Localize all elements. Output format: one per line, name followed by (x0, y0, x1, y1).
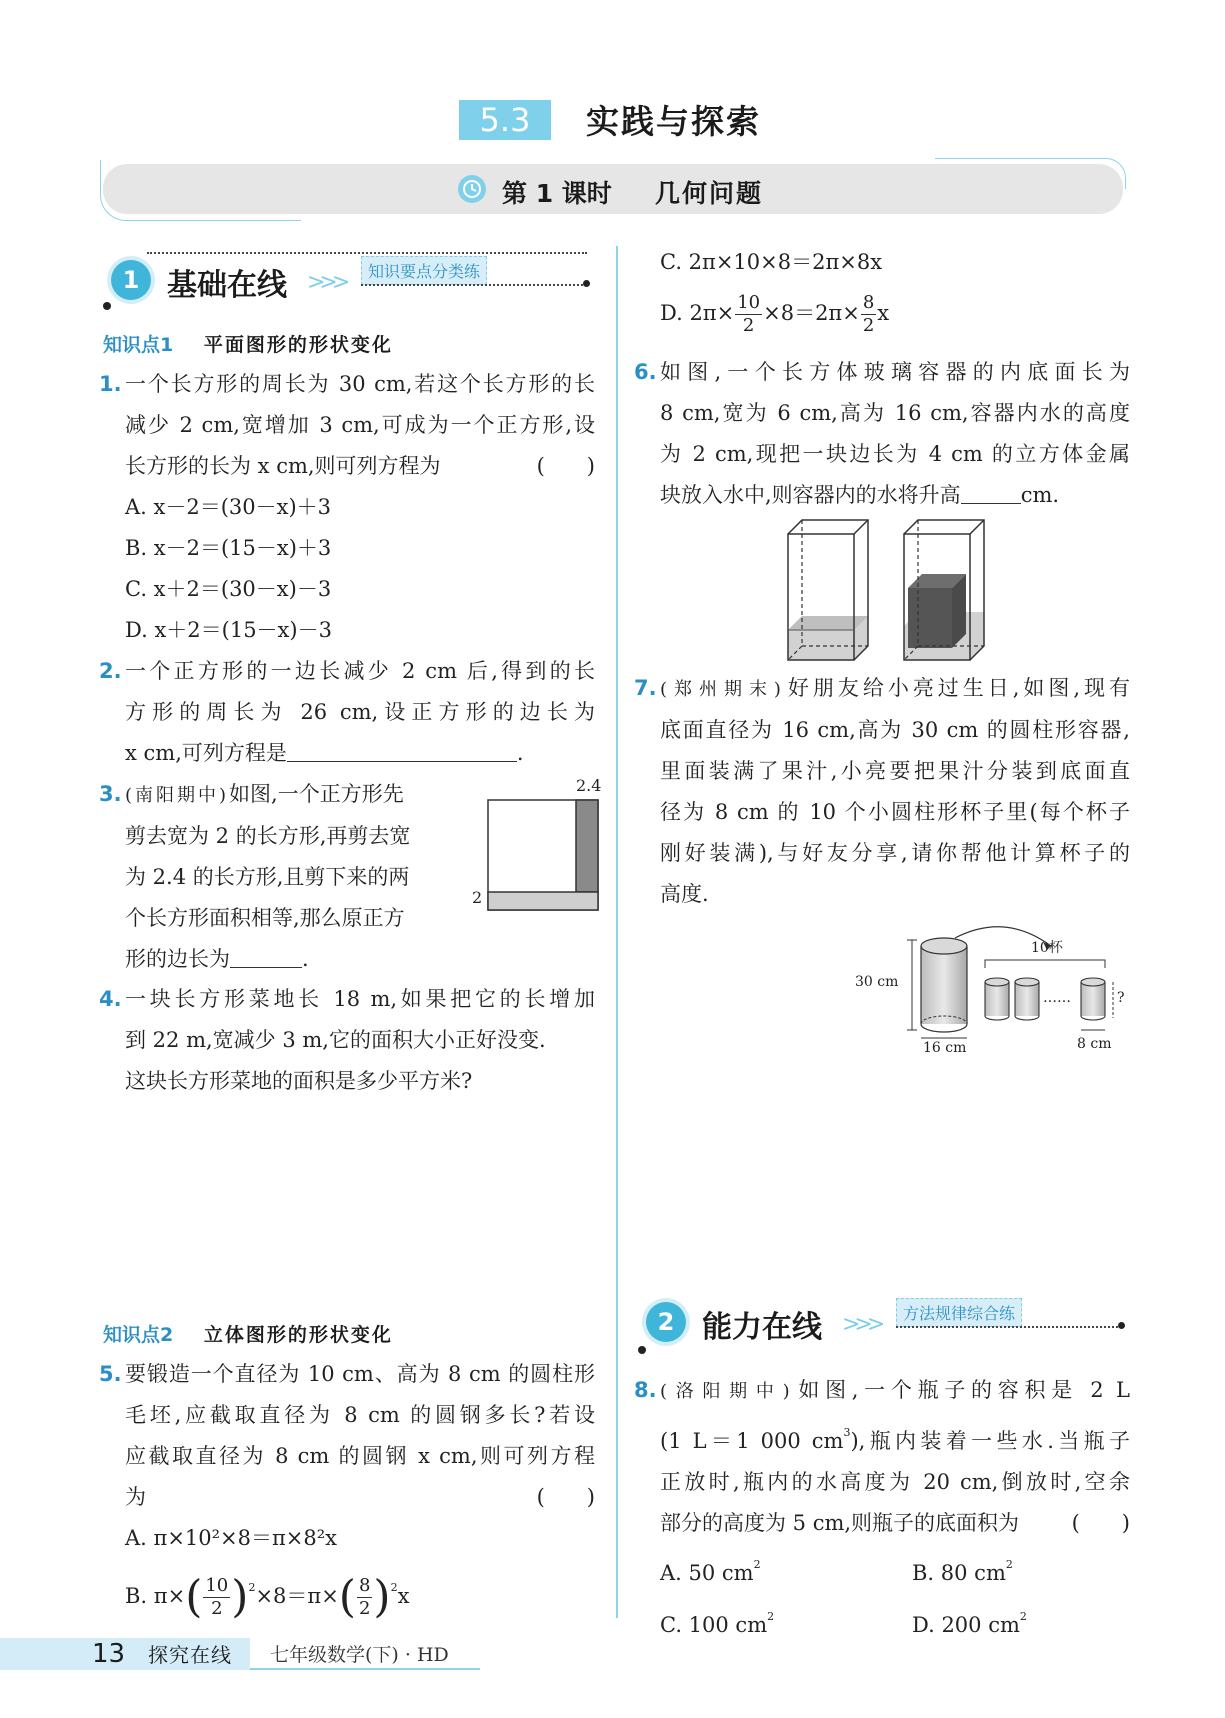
question-text: 为 2 cm,现把一块边长为 4 cm 的立方体金属 (660, 442, 1130, 466)
section-number-badge (459, 100, 551, 140)
question-6: 6. 如图,一个长方体玻璃容器的内底面长为 8 cm,宽为 6 cm,高为 16 cm,容器内水的高度 为 2 cm,现把一块边长为 4 cm 的立方体金属 块放入水中,则容器内的水将升高 cm. (660, 352, 1130, 516)
question-text: 8 cm,宽为 6 cm,高为 16 cm,容器内水的高度 (660, 401, 1130, 425)
banner-line-right (935, 158, 1126, 189)
section-ability-title: 能力在线 (702, 1310, 822, 1345)
question-text: 底面直径为 16 cm,高为 30 cm 的圆柱形容器, (660, 718, 1130, 742)
section-basic-number: 1 (111, 260, 151, 300)
question-number: 7. (634, 676, 657, 700)
question-source: (洛阳期中) (660, 1381, 793, 1402)
question-text: 剪去宽为 2 的长方形,再剪去宽 (125, 824, 411, 848)
question-number: 2. (99, 659, 122, 683)
question-text: 个长方形面积相等,那么原正方 (125, 906, 405, 930)
footer-book: 七年级数学(下) · HD (270, 1644, 449, 1666)
question-number: 3. (99, 782, 122, 806)
answer-paren: ( ) (536, 454, 595, 478)
section-number: 5.3 (479, 101, 531, 139)
answer-paren: ( ) (536, 1485, 595, 1509)
option-c: C. 2π×10×8＝2π×8x (660, 250, 883, 274)
option-d: D. 200 $cm^2$ (912, 1610, 1027, 1637)
answer-paren: ( ) (1071, 1511, 1130, 1535)
dotted-rule (896, 1326, 1118, 1328)
option-b: B. x－2＝(15－x)＋3 (125, 536, 332, 560)
answer-blank[interactable] (230, 947, 302, 968)
figure-label: 16 cm (923, 1040, 967, 1056)
question-1 (99, 364, 595, 651)
figure-label: …… (1043, 990, 1071, 1006)
question-source: (南阳期中) (125, 785, 230, 806)
option-b: B. 80 $cm^2$ (912, 1558, 1013, 1585)
question-3: 3. (南阳期中)如图,一个正方形先 剪去宽为 2 的长方形,再剪去宽 为 2.4 的长方形,且剪下来的两 个长方形面积相等,那么原正方 形的边长为 . (125, 774, 465, 980)
question-text: 如图,一个正方形先 (229, 782, 404, 806)
question-text: 如图,一个长方体玻璃容器的内底面长为 (660, 360, 1130, 384)
question-text: (1 L＝1 000 $cm^3$),瓶内装着一些水.当瓶子 (660, 1426, 1130, 1453)
section-basic-title: 基础在线 (167, 268, 287, 303)
question-number: 8. (634, 1378, 657, 1402)
option-c: C. x＋2＝(30－x)－3 (125, 577, 332, 601)
figure-label: 8 cm (1077, 1036, 1112, 1052)
question-text: 为 (125, 1485, 146, 1509)
question-text: 里面装满了果汁,小亮要把果汁分装到底面直 (660, 759, 1130, 783)
question-8 (634, 1370, 1130, 1646)
square-cut-figure (468, 776, 604, 912)
lesson-label: 第 1 课时 (502, 179, 612, 208)
figure-label: 30 cm (855, 974, 899, 990)
kp2-title: 立体图形的形状变化 (203, 1324, 393, 1346)
question-4 (99, 979, 595, 1102)
fraction: $\frac{10}{2}$ (205, 1575, 229, 1619)
fraction: $\frac{8}{2}$ (358, 1575, 371, 1619)
question-5 (99, 1354, 595, 1623)
option-a: A. π×10²×8＝π×8²x (125, 1526, 338, 1550)
page-number: 13 (92, 1639, 126, 1669)
column-divider (616, 246, 618, 1618)
question-text: 正放时,瓶内的水高度为 20 cm,倒放时,空余 (660, 1470, 1130, 1494)
option-d: D. 2π× $\frac{10}{2}$ ×8＝2π× $\frac{8}{2}$ x (660, 292, 890, 336)
knowledge-point-1 (103, 330, 393, 357)
option-a: A. x－2＝(30－x)＋3 (125, 495, 332, 519)
question-2: 2. 一个正方形的一边长减少 2 cm 后,得到的长 方形的周长为 26 cm,设正方形的边长为 x cm,可列方程是 . (125, 651, 595, 774)
figure-label: 2.4 (576, 776, 602, 795)
option-a: A. 50 $cm^2$ (660, 1558, 761, 1585)
question-text: 要锻造一个直径为 10 cm、高为 8 cm 的圆柱形 (125, 1362, 595, 1386)
juice-cylinder-figure (855, 920, 1135, 1060)
question-text: 一个长方形的周长为 30 cm,若这个长方形的长 (125, 372, 595, 396)
question-text: 方形的周长为 26 cm,设正方形的边长为 (125, 700, 595, 724)
question-text: 块放入水中,则容器内的水将升高 (660, 483, 961, 507)
question-text: 刚好装满),与好友分享,请你帮他计算杯子的 (660, 841, 1130, 865)
dotted-rule (361, 284, 583, 286)
section-ability-badge: 方法规律综合练 (896, 1298, 1022, 1327)
question-text: 一个正方形的一边长减少 2 cm 后,得到的长 (125, 659, 595, 683)
banner-line-left (100, 160, 301, 221)
question-text: 长方形的长为 x cm,则可列方程为 (125, 454, 441, 478)
kp1-title: 平面图形的形状变化 (203, 334, 393, 356)
footer-brand: 探究在线 (148, 1643, 232, 1667)
section-basic-badge: 知识要点分类练 (361, 256, 487, 285)
question-text: 这块长方形菜地的面积是多少平方米? (125, 1069, 473, 1093)
option-c: C. 100 $cm^2$ (660, 1610, 775, 1637)
lesson-title: 几何问题 (655, 179, 764, 208)
question-text: 径为 8 cm 的 10 个小圆柱形杯子里(每个杯子 (660, 800, 1130, 824)
question-text: x cm,可列方程是 (125, 741, 287, 765)
kp1-label: 知识点1 (103, 334, 174, 356)
kp2-label: 知识点2 (103, 1324, 174, 1346)
question-text: 应截取直径为 8 cm 的圆钢 x cm,则可列方程 (125, 1444, 595, 1468)
section-title: 实践与探索 (586, 102, 761, 141)
question-source: (郑州期末) (660, 679, 784, 700)
question-text: 一块长方形菜地长 18 m,如果把它的长增加 (125, 987, 595, 1011)
question-text: 为 2.4 的长方形,且剪下来的两 (125, 865, 410, 889)
answer-blank[interactable] (287, 741, 517, 762)
fraction: $\frac{8}{2}$ (862, 292, 875, 336)
question-text: 如图,一个瓶子的容积是 2 L (792, 1378, 1130, 1402)
figure-label: 10杯 (1031, 940, 1063, 956)
question-text: 到 22 m,宽减少 3 m,它的面积大小正好没变. (125, 1028, 546, 1052)
question-text: 部分的高度为 5 cm,则瓶子的底面积为 (660, 1511, 1020, 1535)
question-number: 5. (99, 1362, 122, 1386)
question-text: 毛坯,应截取直径为 8 cm 的圆钢多长?若设 (125, 1403, 595, 1427)
section-basic-header (103, 252, 593, 312)
fraction: $\frac{10}{2}$ (737, 292, 761, 336)
section-ability-number: 2 (646, 1302, 686, 1342)
option-b: B. π×( $\frac{10}{2}$ )$^2$×8＝π×( $\frac{8}{2}$ )$^2$x (125, 1571, 410, 1623)
question-text: 好朋友给小亮过生日,如图,现有 (783, 676, 1130, 700)
answer-blank[interactable] (961, 483, 1021, 504)
question-7 (634, 668, 1130, 915)
question-number: 6. (634, 360, 657, 384)
question-number: 1. (99, 372, 122, 396)
clock-icon (458, 175, 486, 203)
question-5-continued (660, 242, 1130, 335)
knowledge-point-2 (103, 1320, 393, 1347)
figure-label: ? (1117, 990, 1125, 1006)
question-text: 高度. (660, 882, 709, 906)
question-number: 4. (99, 987, 122, 1011)
question-text: 减少 2 cm,宽增加 3 cm,可成为一个正方形,设 (125, 413, 595, 437)
figure-label: 2 (472, 888, 483, 907)
section-ability-header (636, 1296, 1130, 1356)
glass-container-figure (780, 518, 1000, 666)
question-text: 形的边长为 (125, 947, 230, 971)
chevron-icon: >>> (842, 1312, 880, 1337)
option-d: D. x＋2＝(15－x)－3 (125, 618, 332, 642)
chevron-icon: >>> (307, 270, 345, 295)
